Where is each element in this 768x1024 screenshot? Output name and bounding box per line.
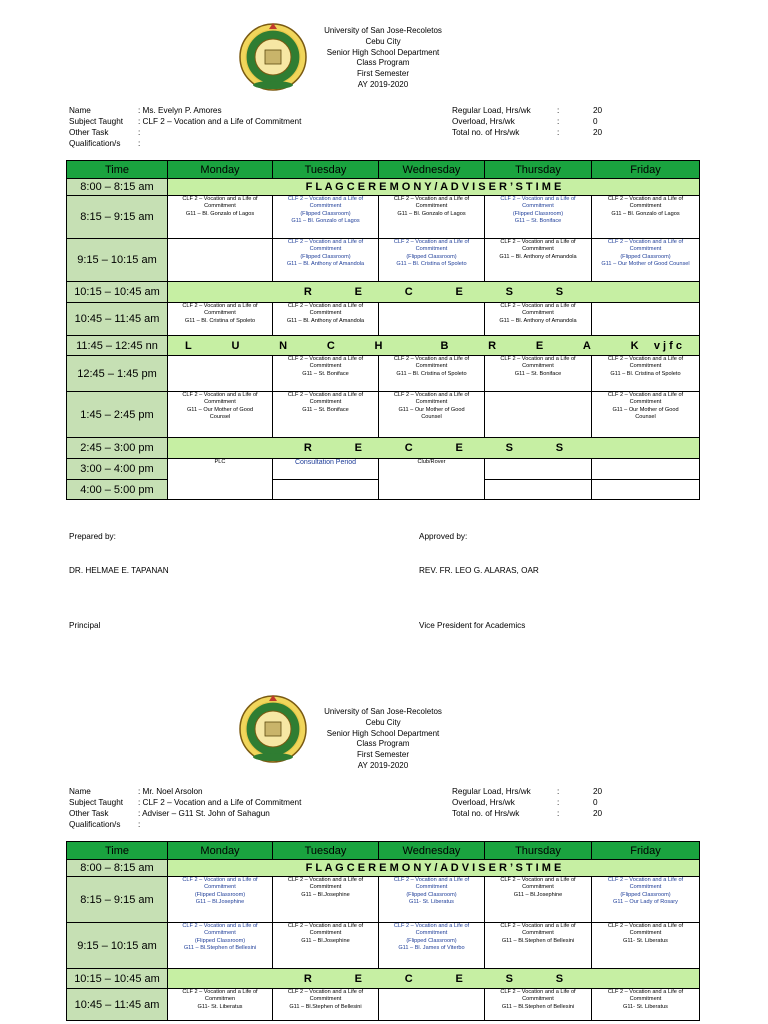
school-department: Senior High School Department [326,47,440,57]
time-cell: 8:15 – 9:15 am [67,196,168,239]
time-cell: 8:00 – 8:15 am [67,860,168,877]
name-value: : Ms. Evelyn P. Amores [138,106,222,115]
cell-line: Commitment [629,399,662,406]
cell-line: CLF 2 – Vocation and a Life of [182,303,258,309]
university-seal-logo [236,17,310,91]
time-cell: 9:15 – 10:15 am [67,923,168,969]
cell-line: (Flipped Classroom) [620,253,671,260]
cell-line: G11 – Bl. Gonzalo of Lagos [291,218,360,225]
cell-line: CLF 2 – Vocation and a Life of [393,196,470,202]
name-value: : Mr. Noel Arsolon [138,787,203,796]
col-wednesday: Wednesday [379,161,485,179]
cell-line: Commitment [415,203,448,210]
cell-line: CLF 2 – Vocation and a Life of [287,303,364,309]
cell-line: (Flipped Classroom) [300,210,351,217]
cell-line: Commitment [309,996,342,1003]
recess-band: R E C E S S [168,282,700,303]
class-cell [592,392,700,438]
cell-line: Commitment [204,399,236,406]
table-row [67,356,700,392]
subject-label: Subject Taught [69,798,124,807]
recess-band: R E C E S S [168,438,700,459]
cell-line: G11 – Bl. James of Viterbo [398,945,465,952]
class-cell [379,923,485,969]
cell-line: Commitment [309,246,342,253]
class-cell [592,196,700,239]
cell-line: CLF 2 – Vocation and a Life of [607,877,684,883]
time-cell: 8:00 – 8:15 am [67,179,168,196]
time-cell: 10:15 – 10:45 am [67,282,168,303]
colon: : [557,106,560,115]
class-cell [379,877,485,923]
cell-line: Counsel [421,414,442,421]
cell-line: CLF 2 – Vocation and a Life of [500,356,576,362]
col-thursday: Thursday [485,161,592,179]
cell-line: (Flipped Classroom) [406,891,457,898]
time-cell: 8:15 – 9:15 am [67,877,168,923]
table-row [67,877,700,923]
cell-line: CLF 2 – Vocation and a Life of [182,989,258,995]
cell-line: G11 – Bl. Anthony of Amandola [286,261,365,268]
cell-line: G11 – Our Mother of Good Counsel [601,261,690,268]
class-cell [485,303,592,336]
subject-value: : CLF 2 – Vocation and a Life of Commitment [138,798,302,807]
overload-label: Overload, Hrs/wk [452,798,515,807]
cell-line: G11 – Bl.Josephine [513,891,563,898]
empty-cell [592,480,700,500]
cell-line: G11- St. Liberatus [623,1003,668,1010]
school-department: Senior High School Department [326,728,440,738]
subject-label: Subject Taught [69,117,124,126]
cell-line: CLF 2 – Vocation and a Life of [500,989,576,995]
cell-line: (Flipped Classroom) [512,210,564,217]
cell-line: Commitment [629,203,662,210]
empty-cell [379,989,485,1021]
time-cell: 10:15 – 10:45 am [67,969,168,989]
qualification-label: Qualification/s [69,139,121,148]
cell-line: Commitment [522,310,554,317]
flag-ceremony-band: F L A G C E R E M O N Y / A D V I S E R ’ S T I M E [168,179,700,196]
total-hours-label: Total no. of Hrs/wk [452,128,520,137]
document-title: Class Program [356,58,410,68]
cell-line: Commitment [522,246,554,253]
cell-line: Commitment [309,930,342,937]
cell-line: CLF 2 – Vocation and a Life of [607,239,684,245]
regular-load-value: 20 [593,787,603,796]
teacher-info [69,786,302,830]
time-cell: 9:15 – 10:15 am [67,239,168,282]
cell-line: G11 – Bl.Josephine [301,937,350,944]
club-rover-cell: Club/Rover [379,459,485,500]
other-task-label: Other Task [69,809,109,818]
other-task-value: : [138,128,141,137]
colon: : [557,798,560,807]
cell-line: Commitment [309,363,342,370]
cell-line: CLF 2 – Vocation and a Life of [287,877,364,883]
load-info [452,786,612,819]
cell-line: Commitment [522,203,554,210]
cell-line: G11 – Bl.Stephen of Bellesini [289,1003,362,1010]
colon: : [557,117,560,126]
cell-line: (Flipped Classroom) [406,253,457,260]
cell-line: CLF 2 – Vocation and a Life of [287,923,364,929]
principal-title: Principal [69,621,101,630]
class-cell [273,392,379,438]
schedule-table [66,160,700,500]
table-row [67,392,700,438]
cell-line: CLF 2 – Vocation and a Life of [393,392,470,398]
vp-name: REV. FR. LEO G. ALARAS, OAR [419,566,539,575]
vp-title: Vice President for Academics [419,621,526,630]
table-row [67,969,700,989]
total-hours-label: Total no. of Hrs/wk [452,809,520,818]
cell-line: Commitment [522,363,554,370]
table-row [67,303,700,336]
cell-line: Commitment [415,884,448,891]
semester: First Semester [356,69,409,79]
cell-line: CLF 2 – Vocation and a Life of [607,989,684,995]
cell-line: G11 – Our Mother of Good [186,406,254,413]
class-cell [273,239,379,282]
name-label: Name [69,106,91,115]
overload-value: 0 [593,117,598,126]
cell-line: G11 – St. Boniface [302,370,349,377]
schedule-table [66,841,700,1021]
cell-line: CLF 2 – Vocation and a Life of [182,923,258,929]
empty-cell [168,356,273,392]
cell-line: G11 – Our Lady of Rosary [613,899,678,906]
time-cell: 12:45 – 1:45 pm [67,356,168,392]
cell-line: Commitment [415,363,448,370]
cell-line: (Flipped Classroom) [300,253,351,260]
class-cell [273,303,379,336]
cell-line: G11 – Bl.Stephen of Bellesini [501,1003,575,1010]
cell-line: Commitment [629,996,662,1003]
cell-line: Commitment [309,399,342,406]
col-tuesday: Tuesday [273,161,379,179]
col-thursday: Thursday [485,842,592,860]
qualification-value: : [138,139,141,148]
colon: : [557,809,560,818]
cell-line: Counsel [209,414,231,421]
cell-line: G11 – Bl.Josephine [195,899,245,906]
cell-line: G11- St. Liberatus [623,937,668,944]
cell-line: CLF 2 – Vocation and a Life of [287,196,364,202]
flag-ceremony-band: F L A G C E R E M O N Y / A D V I S E R ’ S T I M E [168,860,700,877]
cell-line: Commitment [415,399,448,406]
academic-year: AY 2019-2020 [357,760,409,770]
total-hours-value: 20 [593,128,603,137]
cell-line: CLF 2 – Vocation and a Life of [607,356,684,362]
cell-line: Counsel [635,414,656,421]
colon: : [557,128,560,137]
cell-line: CLF 2 – Vocation and a Life of [500,303,576,309]
cell-line: Commitment [629,246,662,253]
cell-line: CLF 2 – Vocation and a Life of [287,392,364,398]
cell-line: CLF 2 – Vocation and a Life of [182,196,258,202]
cell-line: CLF 2 – Vocation and a Life of [500,923,576,929]
cell-line: CLF 2 – Vocation and a Life of [393,239,470,245]
lunch-break-band: L U N C H B R E A K v j f c [168,336,700,356]
class-cell [485,877,592,923]
class-cell [168,923,273,969]
cell-line: (Flipped Classroom) [620,891,671,898]
cell-line: (Flipped Classroom) [194,937,246,944]
cell-line: (Flipped Classroom) [406,937,457,944]
cell-line: Commitment [522,996,554,1003]
col-friday: Friday [592,161,700,179]
cell-line: G11 – Bl. Gonzalo of Lagos [397,210,466,217]
table-row [67,179,700,196]
table-row [67,336,700,356]
header-row [67,161,700,179]
time-cell: 2:45 – 3:00 pm [67,438,168,459]
col-monday: Monday [168,842,273,860]
cell-line: Commitment [204,930,236,937]
cell-line: CLF 2 – Vocation and a Life of [182,392,258,398]
academic-year: AY 2019-2020 [357,79,409,89]
university-seal-logo [236,689,310,763]
document-title: Class Program [356,739,410,749]
consultation-cell: Consultation Period [273,459,379,480]
empty-cell [273,480,379,500]
subject-value: : CLF 2 – Vocation and a Life of Commitment [138,117,302,126]
empty-cell [168,239,273,282]
table-row [67,989,700,1021]
header-row [67,842,700,860]
cell-line: Commitment [522,884,554,891]
cell-line: Commitment [309,203,342,210]
cell-line: G11 – Bl. Gonzalo of Lagos [611,210,680,217]
class-cell [485,196,592,239]
col-tuesday: Tuesday [273,842,379,860]
cell-line: CLF 2 – Vocation and a Life of [607,392,684,398]
cell-line: CLF 2 – Vocation and a Life of [500,196,576,202]
regular-load-label: Regular Load, Hrs/wk [452,106,531,115]
class-cell [168,877,273,923]
table-row [67,860,700,877]
class-cell [592,877,700,923]
cell-line: CLF 2 – Vocation and a Life of [500,877,576,883]
class-cell [592,239,700,282]
cell-line: Commitment [629,930,662,937]
cell-line: G11 – Bl. Cristina of Spoleto [184,317,256,324]
name-label: Name [69,787,91,796]
table-row [67,459,700,480]
class-cell [273,923,379,969]
load-info [452,105,612,138]
cell-line: CLF 2 – Vocation and a Life of [500,239,576,245]
class-cell [592,356,700,392]
principal-name: DR. HELMAE E. TAPANAN [69,566,169,575]
school-header [300,707,466,772]
cell-line: Commitment [309,310,342,317]
class-cell [592,923,700,969]
empty-cell [592,303,700,336]
school-name: University of San Jose-Recoletos [324,707,442,716]
class-cell [379,356,485,392]
table-row [67,196,700,239]
cell-line: CLF 2 – Vocation and a Life of [182,877,258,883]
cell-line: G11 – St. Boniface [514,218,562,225]
cell-line: G11- St. Liberatus [409,899,454,906]
cell-line: CLF 2 – Vocation and a Life of [287,989,364,995]
empty-cell [485,392,592,438]
col-time: Time [67,161,168,179]
cell-line: G11 – Bl. Anthony of Amandola [499,317,577,324]
cell-line: CLF 2 – Vocation and a Life of [287,356,364,362]
cell-line: G11 – Bl. Gonzalo of Lagos [185,210,255,217]
plc-cell: PLC [168,459,273,500]
time-cell: 1:45 – 2:45 pm [67,392,168,438]
recess-band: R E C E S S [168,969,700,989]
class-cell [485,923,592,969]
empty-cell [592,459,700,480]
approved-by-label: Approved by: [419,532,468,541]
school-city: Cebu City [365,36,401,46]
cell-line: CLF 2 – Vocation and a Life of [607,196,684,202]
cell-line: G11 – Bl. Cristina of Spoleto [610,370,681,377]
empty-cell [485,459,592,480]
cell-line: Commitment [204,310,236,317]
school-name: University of San Jose-Recoletos [324,26,442,35]
col-time: Time [67,842,168,860]
cell-line: Commitment [415,246,448,253]
class-cell [273,196,379,239]
cell-line: Commitment [415,930,448,937]
cell-line: Commitment [204,203,236,210]
class-cell [168,392,273,438]
cell-line: CLF 2 – Vocation and a Life of [607,923,684,929]
col-wednesday: Wednesday [379,842,485,860]
cell-line: Commitment [522,930,554,937]
cell-line: CLF 2 – Vocation and a Life of [393,877,470,883]
class-cell [168,989,273,1021]
time-cell: 4:00 – 5:00 pm [67,480,168,500]
class-cell [168,196,273,239]
other-task-label: Other Task [69,128,109,137]
class-cell [379,392,485,438]
cell-line: Commitment [629,363,662,370]
class-cell [273,356,379,392]
cell-line: Commitment [629,884,662,891]
class-cell [168,303,273,336]
table-row [67,239,700,282]
cell-line: G11 – Bl. Cristina of Spoleto [396,261,467,268]
cell-line: CLF 2 – Vocation and a Life of [393,923,470,929]
cell-line: CLF 2 – Vocation and a Life of [393,356,470,362]
col-friday: Friday [592,842,700,860]
colon: : [557,787,560,796]
cell-line: G11 – Bl.Stephen of Bellesini [501,937,575,944]
regular-load-label: Regular Load, Hrs/wk [452,787,531,796]
time-cell: 10:45 – 11:45 am [67,303,168,336]
overload-label: Overload, Hrs/wk [452,117,515,126]
cell-line: Commitment [309,884,342,891]
class-cell [592,989,700,1021]
total-hours-value: 20 [593,809,603,818]
school-city: Cebu City [365,717,401,727]
qualification-label: Qualification/s [69,820,121,829]
time-cell: 10:45 – 11:45 am [67,989,168,1021]
class-cell [485,989,592,1021]
empty-cell [485,480,592,500]
class-cell [379,196,485,239]
cell-line: G11 – Bl. Anthony of Amandola [286,317,365,324]
semester: First Semester [356,750,409,760]
class-cell [379,239,485,282]
empty-cell [379,303,485,336]
cell-line: G11 – Our Mother of Good [612,406,679,413]
overload-value: 0 [593,798,598,807]
prepared-by-label: Prepared by: [69,532,116,541]
other-task-value: : Adviser – G11 St. John of Sahagun [138,809,270,818]
teacher-info [69,105,302,149]
col-monday: Monday [168,161,273,179]
cell-line: CLF 2 – Vocation and a Life of [287,239,364,245]
cell-line: Commitment [204,884,236,891]
table-row [67,923,700,969]
cell-line: G11 – Bl.Josephine [301,891,350,898]
time-cell: 3:00 – 4:00 pm [67,459,168,480]
time-cell: 11:45 – 12:45 nn [67,336,168,356]
table-row [67,438,700,459]
cell-line: G11- St. Liberatus [197,1003,243,1010]
qualification-value: : [138,820,141,829]
cell-line: G11 – Bl. Anthony of Amandola [499,253,577,260]
regular-load-value: 20 [593,106,603,115]
cell-line: (Flipped Classroom) [194,891,246,898]
cell-line: G11 – St. Boniface [302,406,349,413]
cell-line: G11 – St. Boniface [514,370,562,377]
cell-line: Commitmen [204,996,236,1003]
cell-line: G11 – Bl. Cristina of Spoleto [396,370,467,377]
class-cell [485,239,592,282]
school-header [300,26,466,91]
cell-line: G11 – Bl.Stephen of Bellesini [183,945,257,952]
class-cell [273,989,379,1021]
class-cell [485,356,592,392]
class-cell [273,877,379,923]
cell-line: G11 – Our Mother of Good [398,406,465,413]
table-row [67,282,700,303]
